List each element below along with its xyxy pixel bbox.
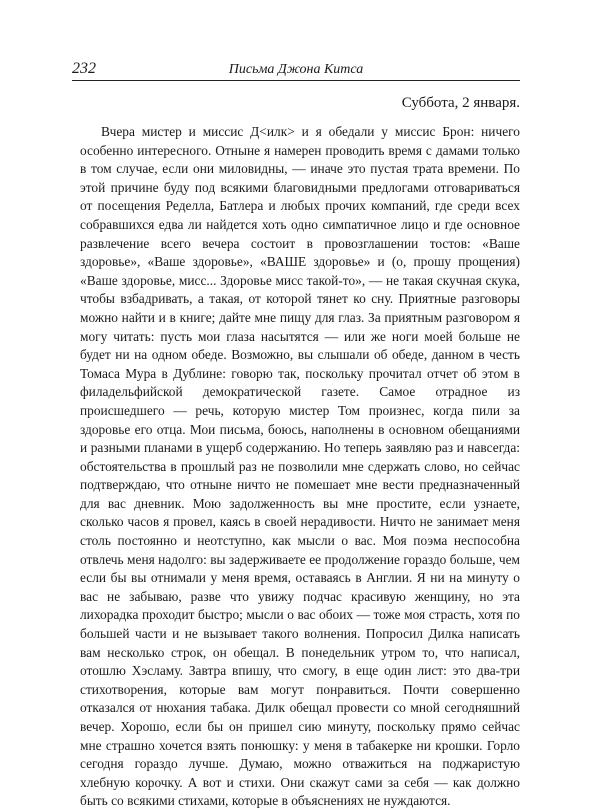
letter-body: Вчера мистер и миссис Д<илк> и я обедали у миссис Брон: ничего особенно интересного. Отныне я намерен проводить время с дамами только в том случае, если они миловидны, — иначе это пустая трата времени. По этой причине буду под всякими благовидными предлогами отговариваться от посещения Ределла, Батлера и любых прочих компаний, где среди всех собравшихся едва ли найдется хоть одно симпатичное лицо и где основное развлечение всего вечера состоит в провозглашении тостов: «Ваше здоровье», «Ваше здоровье», «ВАШЕ здоровье» и (о, прошу прощения) «Ваше здоровье, мисс... Здоровье мисс такой-то», — не такая скучная скука, чтобы взбадривать, а такая, от которой тянет ко сну. Приятные разговоры можно найти и в книге; дайте мне пищу для глаз. За приятным разговором я могу читать: пусть мои глаза насытятся — или же ноги моей больше не будет ни на одном обеде. Возможно, вы слышали об обеде, данном в честь Томаса Мура в Дублине: говорю так, поскольку прочитал отчет об этом в филадельфийской демократической газете. Самое отрадное из происшедшего — речь, которую мистер Том произнес, когда пили за здоровье его отца. Мои письма, боюсь, наполнены в основном обещаниями и разными планами в ущерб содержанию. Но теперь заявляю раз и навсегда: обстоятельства в прошлый раз не позволили мне сдержать слово, но сейчас подтверждаю, что отныне ничто не помешает мне вести предназначенный для вас дневник. Мою задолженность вы мне простите, если узнаете, сколько часов я провел, каясь в своей нерадивости. Ничто не занимает меня столь постоянно и неотступно, как мысли о вас. Моя поэма неспособна отвлечь меня надолго: вы задерживаете ее продолжение гораздо больше, чем если бы вы отнимали у меня время, оставаясь в Англии. Я ни на минуту о вас не забываю, разве что увижу подчас красивую женщину, но эта лихорадка проходит быстро; мысли о вас обоих — тоже моя страсть, хотя по большей части и не вызывает такого волнения. Попросил Дилка написать вам несколько строк, он обещал. В понедельник утром то, что написал, отошлю Хэсламу. Завтра впишу, что смогу, в еще один лист: это два-три стихотворения, которые вам могут понравиться. Почти совершенно отказался от нюхания табака. Дилк обещал провести со мной сегодняшний вечер. Хорошо, если бы он пришел сию минуту, поскольку прямо сейчас мне страшно хочется взять понюшку: у меня в табакерке ни крошки. Горло сегодня гораздо лучше. Думаю, можно отважиться на поджаристую хлебную корочку. А вот и стихи. Они скажут сами за себя — как должно быть со всякими стихами, которые в объяснениях не нуждаются. <box>80 124 520 809</box>
page-number: 232 <box>72 60 96 77</box>
running-title: Письма Джона Китса <box>228 62 364 77</box>
page-header <box>72 60 520 81</box>
letter-date: Суббота, 2 января. <box>401 95 520 111</box>
